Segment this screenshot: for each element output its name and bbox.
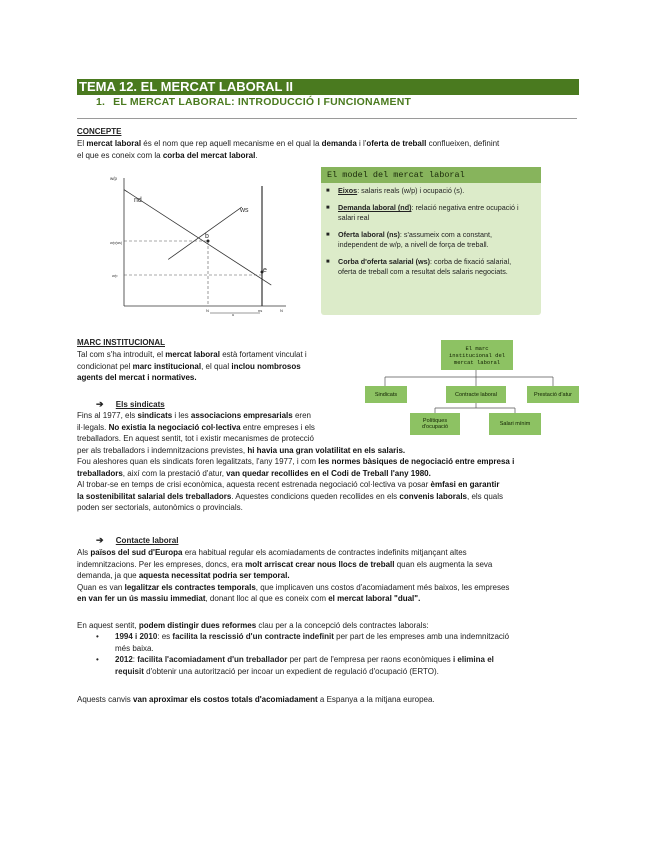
reforma-2012: • 2012: facilita l'acomiadament d'un treballador per part de l'empresa per raons econòmiques i elimina el requisit d'obtenir una autorització per incoar un expedient de regulació d'ocupació (ERTO). — [96, 655, 494, 676]
tick-y2: w/p — [112, 274, 118, 278]
reformes-list — [96, 631, 581, 677]
concepte-label: CONCEPTE — [77, 127, 122, 136]
marc-paragraph: Tal com s'ha introduït, el mercat laboral està fortament vinculat i condicionat pel marc institucional, el qual inclou nombrosos agents del mercat i normatives. — [77, 350, 307, 382]
sindicats-paragraph: Fins al 1977, els sindicats i les associacions empresarials eren il·legals. No existia la negociació col·lectiva entre empreses i els treballadors. En aquest sentit, tot i existir mecanismes de protecció per als treballadors i indemnitzacions previstes, hi havia una gran volatilitat en els salaris. Fou aleshores quan els sindicats foren legalitzats, l'any 1977, i com les normes bàsiques de negociació entre empresa i treballadors, així com la prestació d'atur, van quedar recollides en el Codi de Treball l'any 1980. Al trobar-se en temps de crisi econòmica, aquesta recent estrenada negociació col·lectiva va posar èmfasi en garantir la sostenibilitat salarial dels treballadors. Aquestes condicions queden recollides en els convenis laborals, els quals poden ser sectorials, autonòmics o provincials. — [77, 411, 515, 512]
arrow-icon: ➔ — [96, 399, 104, 409]
model-item-oferta: ■ Oferta laboral (ns): s'assumeix com a constant, independent de w/p, a nivell de força de treball. — [326, 230, 531, 250]
tick-x4: N — [280, 308, 283, 313]
subtitle-number: 1. — [96, 96, 106, 108]
label-ws: ws — [240, 207, 249, 214]
model-item-eixos: ■ Eixos: salaris reals (w/p) i ocupació (s). — [326, 186, 531, 196]
org-node-salari: Salari mínim — [489, 413, 541, 435]
nd-curve — [124, 190, 271, 285]
org-node-prestacio: Prestació d'atur — [527, 386, 579, 403]
tick-x2: ns — [258, 308, 263, 313]
marc-label: MARC INSTITUCIONAL — [77, 338, 165, 347]
concepte-paragraph: El mercat laboral és el nom que rep aquell mecanisme en el qual la demanda i l'oferta de treball conflueixen, definint el que es coneix com la corba del mercat laboral. — [77, 139, 500, 160]
org-node-contracte: Contracte laboral — [446, 386, 506, 403]
model-box-title: El model del mercat laboral — [321, 167, 541, 183]
contracte-paragraph: Als països del sud d'Europa era habitual regular els acomiadaments de contractes indefinits mitjançant altes indemnitzacions. Per les empreses, doncs, era molt arriscat crear nous llocs de treball quan els augmenta la seva demanda, ja que aquesta necessitat podria ser temporal. Quan es van legalitzar els contractes temporals, que implicaven uns costos d'acomiadament més baixos, les empreses en van fer un ús massiu immediat, donant lloc al que es coneix com el mercat laboral "dual". — [77, 548, 510, 603]
model-item-demanda: ■ Demanda laboral (nd): relació negativa entre ocupació i salari real — [326, 203, 531, 223]
reformes-intro: En aquest sentit, podem distingir dues reformes clau per a la concepció dels contractes laborals: — [77, 621, 429, 630]
tick-x1: N — [206, 308, 209, 313]
sindicats-heading: ➔ Els sindicats — [96, 399, 165, 409]
label-e: e — [263, 267, 267, 274]
divider — [77, 118, 577, 119]
tick-y1: w/p(ws) — [110, 241, 123, 245]
bullet-icon: • — [96, 655, 99, 664]
model-box-list — [326, 186, 531, 284]
section-subtitle — [96, 96, 411, 108]
org-root: El marc institucional del mercat laboral — [441, 340, 513, 370]
tick-x3: u — [232, 312, 235, 317]
labour-market-chart — [110, 172, 290, 317]
contracte-heading: ➔ Contacte laboral — [96, 535, 179, 545]
org-node-sindicats: Sindicats — [365, 386, 407, 403]
subtitle-text: EL MERCAT LABORAL: INTRODUCCIÓ I FUNCIONAMENT — [113, 96, 412, 108]
model-item-corba: ■ Corba d'oferta salarial (ws): corba de fixació salarial, oferta de treball com a resultat dels salaris negociats. — [326, 257, 531, 277]
conclusion-paragraph: Aquests canvis van aproximar els costos totals d'acomiadament a Espanya a la mitjana europea. — [77, 695, 435, 704]
bullet-icon: • — [96, 632, 99, 641]
chart-ylabel: w/p — [110, 176, 118, 181]
reforma-1994-2010: • 1994 i 2010: es facilita la rescissió d'un contracte indefinit per part de les empreses amb una indemnització més baixa. — [96, 632, 510, 653]
label-nd: nd — [134, 197, 142, 204]
label-b: b — [205, 233, 209, 240]
org-node-politiques: Polítiques d'ocupació — [410, 413, 460, 435]
arrow-icon: ➔ — [96, 535, 104, 545]
document-title: TEMA 12. EL MERCAT LABORAL II — [77, 79, 579, 95]
